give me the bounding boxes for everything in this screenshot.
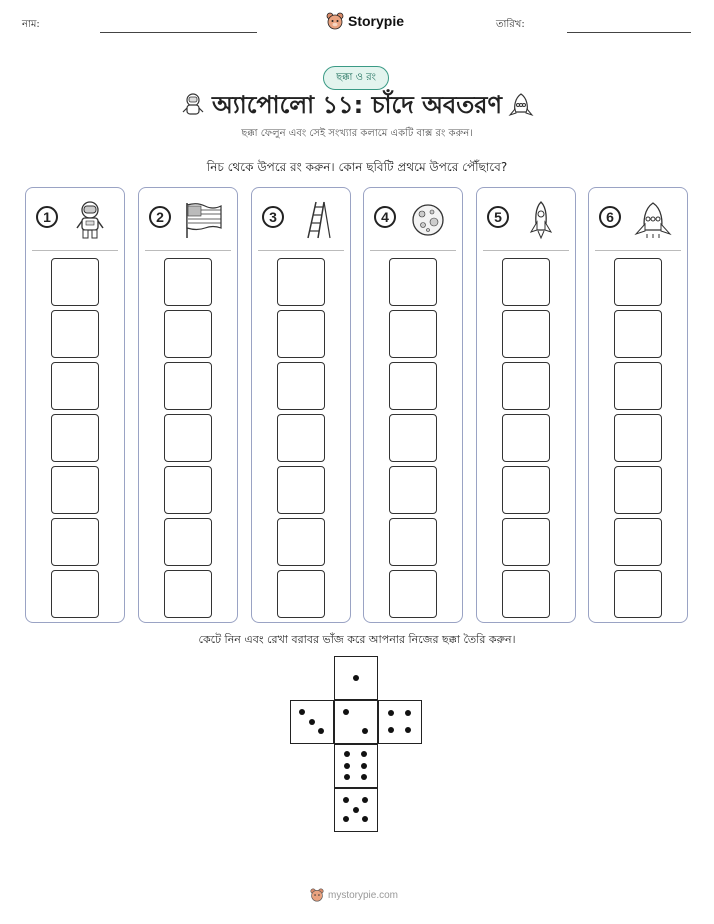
category-pill: ছক্কা ও রং xyxy=(323,66,389,90)
color-box[interactable] xyxy=(277,466,325,514)
column-number: 1 xyxy=(36,206,58,228)
column-divider xyxy=(595,250,681,251)
die-face xyxy=(334,744,378,788)
color-box[interactable] xyxy=(51,362,99,410)
column-number: 6 xyxy=(599,206,621,228)
column-number: 4 xyxy=(374,206,396,228)
column-divider xyxy=(258,250,344,251)
color-box[interactable] xyxy=(502,362,550,410)
color-box[interactable] xyxy=(277,362,325,410)
column-divider xyxy=(145,250,231,251)
color-box[interactable] xyxy=(164,466,212,514)
die-pip xyxy=(405,727,411,733)
race-column xyxy=(25,187,125,623)
rocket-icon xyxy=(521,200,561,240)
die-face xyxy=(290,700,334,744)
column-divider xyxy=(483,250,569,251)
color-box[interactable] xyxy=(614,466,662,514)
color-box[interactable] xyxy=(614,310,662,358)
color-box[interactable] xyxy=(277,570,325,618)
die-pip xyxy=(361,751,367,757)
die-pip xyxy=(361,774,367,780)
color-box[interactable] xyxy=(614,362,662,410)
color-box[interactable] xyxy=(277,414,325,462)
die-pip xyxy=(344,774,350,780)
die-pip xyxy=(362,797,368,803)
color-box[interactable] xyxy=(164,258,212,306)
page-title: অ্যাপোলো ১১: চাঁদে অবতরণ xyxy=(212,91,502,119)
date-field-line[interactable] xyxy=(567,32,691,33)
cut-instruction: কেটে নিন এবং রেখা বরাবর ভাঁজ করে আপনার নিজের ছক্কা তৈরি করুন। xyxy=(198,633,516,646)
die-pip xyxy=(353,807,359,813)
die-pip xyxy=(344,763,350,769)
brand-name: Storypie xyxy=(348,13,405,29)
die-pip xyxy=(318,728,324,734)
date-label: তারিখ: xyxy=(496,19,525,30)
color-box[interactable] xyxy=(389,466,437,514)
color-box[interactable] xyxy=(389,570,437,618)
die-pip xyxy=(343,709,349,715)
column-number: 2 xyxy=(149,206,171,228)
color-box[interactable] xyxy=(51,310,99,358)
die-face xyxy=(378,700,422,744)
color-box[interactable] xyxy=(389,258,437,306)
color-box[interactable] xyxy=(277,310,325,358)
footer-url[interactable]: mystorypie.com xyxy=(328,889,399,901)
die-pip xyxy=(388,710,394,716)
flag-icon xyxy=(183,200,223,240)
color-box[interactable] xyxy=(164,414,212,462)
die-pip xyxy=(309,719,315,725)
color-box[interactable] xyxy=(164,570,212,618)
brand-logo xyxy=(326,12,404,30)
color-box[interactable] xyxy=(389,414,437,462)
die-pip xyxy=(362,816,368,822)
color-box[interactable] xyxy=(502,310,550,358)
die-pip xyxy=(299,709,305,715)
color-box[interactable] xyxy=(389,362,437,410)
die-pip xyxy=(388,727,394,733)
instruction-text: নিচ থেকে উপরে রং করুন। কোন ছবিটি প্রথমে উপরে পৌঁছাবে? xyxy=(206,160,508,174)
color-box[interactable] xyxy=(51,414,99,462)
die-face xyxy=(334,700,378,744)
color-box[interactable] xyxy=(51,518,99,566)
color-box[interactable] xyxy=(614,570,662,618)
astronaut-icon xyxy=(70,200,110,240)
die-pip xyxy=(353,675,359,681)
color-box[interactable] xyxy=(389,518,437,566)
footer xyxy=(310,888,398,902)
name-label: নাম: xyxy=(22,19,40,30)
bear-icon xyxy=(326,12,344,30)
die-pip xyxy=(343,816,349,822)
column-divider xyxy=(32,250,118,251)
color-box[interactable] xyxy=(277,258,325,306)
spaceship-icon xyxy=(508,92,534,118)
die-pip xyxy=(343,797,349,803)
color-box[interactable] xyxy=(502,258,550,306)
race-column xyxy=(363,187,463,623)
die-face xyxy=(334,788,378,832)
color-box[interactable] xyxy=(614,518,662,566)
race-column xyxy=(588,187,688,623)
color-box[interactable] xyxy=(614,414,662,462)
subtitle: ছক্কা ফেলুন এবং সেই সংখ্যার কলামে একটি বাক্স রং করুন। xyxy=(241,128,473,139)
color-box[interactable] xyxy=(277,518,325,566)
column-number: 3 xyxy=(262,206,284,228)
color-box[interactable] xyxy=(502,466,550,514)
race-column xyxy=(476,187,576,623)
color-box[interactable] xyxy=(502,570,550,618)
die-pip xyxy=(344,751,350,757)
die-face xyxy=(334,656,378,700)
moon-icon xyxy=(408,200,448,240)
color-box[interactable] xyxy=(51,570,99,618)
color-box[interactable] xyxy=(164,362,212,410)
die-pip xyxy=(361,763,367,769)
color-box[interactable] xyxy=(502,518,550,566)
race-column xyxy=(138,187,238,623)
color-box[interactable] xyxy=(614,258,662,306)
color-box[interactable] xyxy=(502,414,550,462)
column-divider xyxy=(370,250,456,251)
race-column xyxy=(251,187,351,623)
color-box[interactable] xyxy=(164,518,212,566)
color-box[interactable] xyxy=(51,258,99,306)
die-pip xyxy=(362,728,368,734)
column-number: 5 xyxy=(487,206,509,228)
color-box[interactable] xyxy=(164,310,212,358)
name-field-line[interactable] xyxy=(100,32,257,33)
die-pip xyxy=(405,710,411,716)
spaceship-icon xyxy=(633,200,673,240)
color-box[interactable] xyxy=(51,466,99,514)
bear-icon xyxy=(310,888,324,902)
color-box[interactable] xyxy=(389,310,437,358)
ladder-icon xyxy=(296,200,336,240)
